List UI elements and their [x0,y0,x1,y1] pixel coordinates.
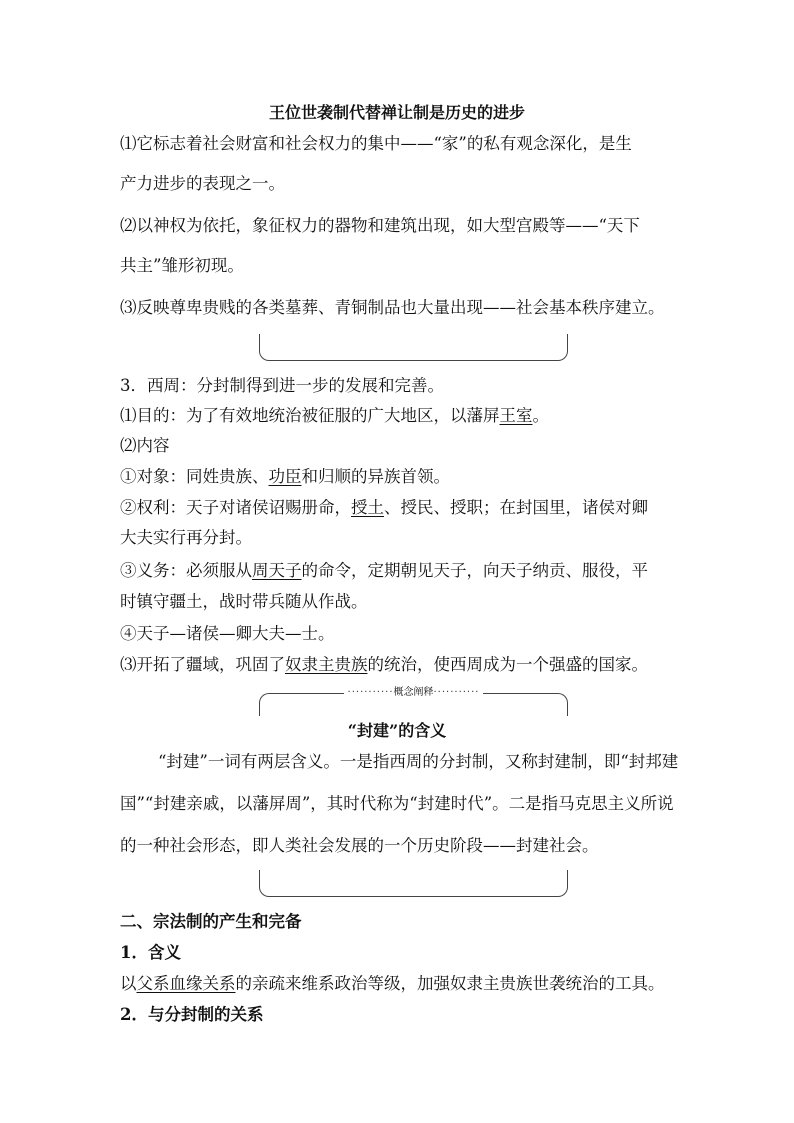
concept-title: “封建”的含义 [347,721,447,740]
duty-line-1: ③义务：必须服从周天子的命令，定期朝见天子，向天子纳贡、服役，平 [120,561,648,580]
rights-line-2: 大夫实行再分封。 [120,528,252,547]
content-heading: ⑵内容 [120,436,170,455]
effect-line: ⑶开拓了疆域，巩固了奴隶主贵族的统治，使西周成为一个强盛的国家。 [120,655,648,674]
underlined-term: 王室 [499,406,533,425]
progress-point-1-line-1: ⑴它标志着社会财富和社会权力的集中——“家”的私有观念深化，是生 [120,134,632,153]
progress-point-2-line-1: ⑵以神权为依托，象征权力的器物和建筑出现，如大型宫殿等——“天下 [120,216,640,235]
underlined-term: 周天子 [252,561,302,580]
zongfa-definition: 以父系血缘关系的亲疏来维系政治等级，加强奴隶主贵族世袭统治的工具。 [120,974,665,993]
progress-point-2-line-2: 共主”雏形初现。 [120,256,244,275]
decor-dots-left: ··········· [347,687,394,698]
hierarchy-line: ④天子—诸侯—卿大夫—士。 [120,624,335,643]
concept-box-label: 概念阐释 [393,687,434,698]
underlined-term: 父系血缘关系 [136,974,236,993]
decor-dots-right: ··········· [433,687,480,698]
box-frame-bottom [259,334,568,361]
progress-point-1-line-2: 产力进步的表现之一。 [120,174,285,193]
underlined-term: 授土 [351,498,384,517]
section-title: 王位世袭制代替禅让制是历史的进步 [268,103,525,122]
concept-line-1: “封建”一词有两层含义。一是指西周的分封制，又称封建制，即“封邦建 [158,752,679,771]
rights-line-1: ②权利：天子对诸侯诏赐册命，授土、授民、授职；在封国里，诸侯对卿 [120,498,648,517]
western-zhou-heading: 3．西周：分封制得到进一步的发展和完善。 [120,376,444,395]
concept-line-2: 国”“封建亲戚，以藩屏周”，其时代称为“封建时代”。二是指马克思主义所说 [120,794,674,813]
concept-box-label-wrap [344,685,484,701]
underlined-term: 奴隶主贵族 [285,655,368,674]
duty-line-2: 时镇守疆土，战时带兵随从作战。 [120,592,368,611]
zongfa-sub-2: 2．与分封制的关系 [120,1005,264,1024]
zongfa-sub-1: 1．含义 [120,943,181,962]
zongfa-heading: 二、宗法制的产生和完备 [120,912,302,931]
object-line: ①对象：同姓贵族、功臣和归顺的异族首领。 [120,467,450,486]
concept-box-frame-top [259,687,568,716]
concept-line-3: 的一种社会形态，即人类社会发展的一个历史阶段——封建社会。 [120,836,599,855]
progress-point-3-line-1: ⑶反映尊卑贵贱的各类墓葬、青铜制品也大量出现——社会基本秩序建立。 [120,298,665,317]
concept-box-frame-bottom [259,870,568,897]
underlined-term: 功臣 [268,467,302,486]
purpose-line: ⑴目的：为了有效地统治被征服的广大地区，以藩屏王室。 [120,406,549,425]
